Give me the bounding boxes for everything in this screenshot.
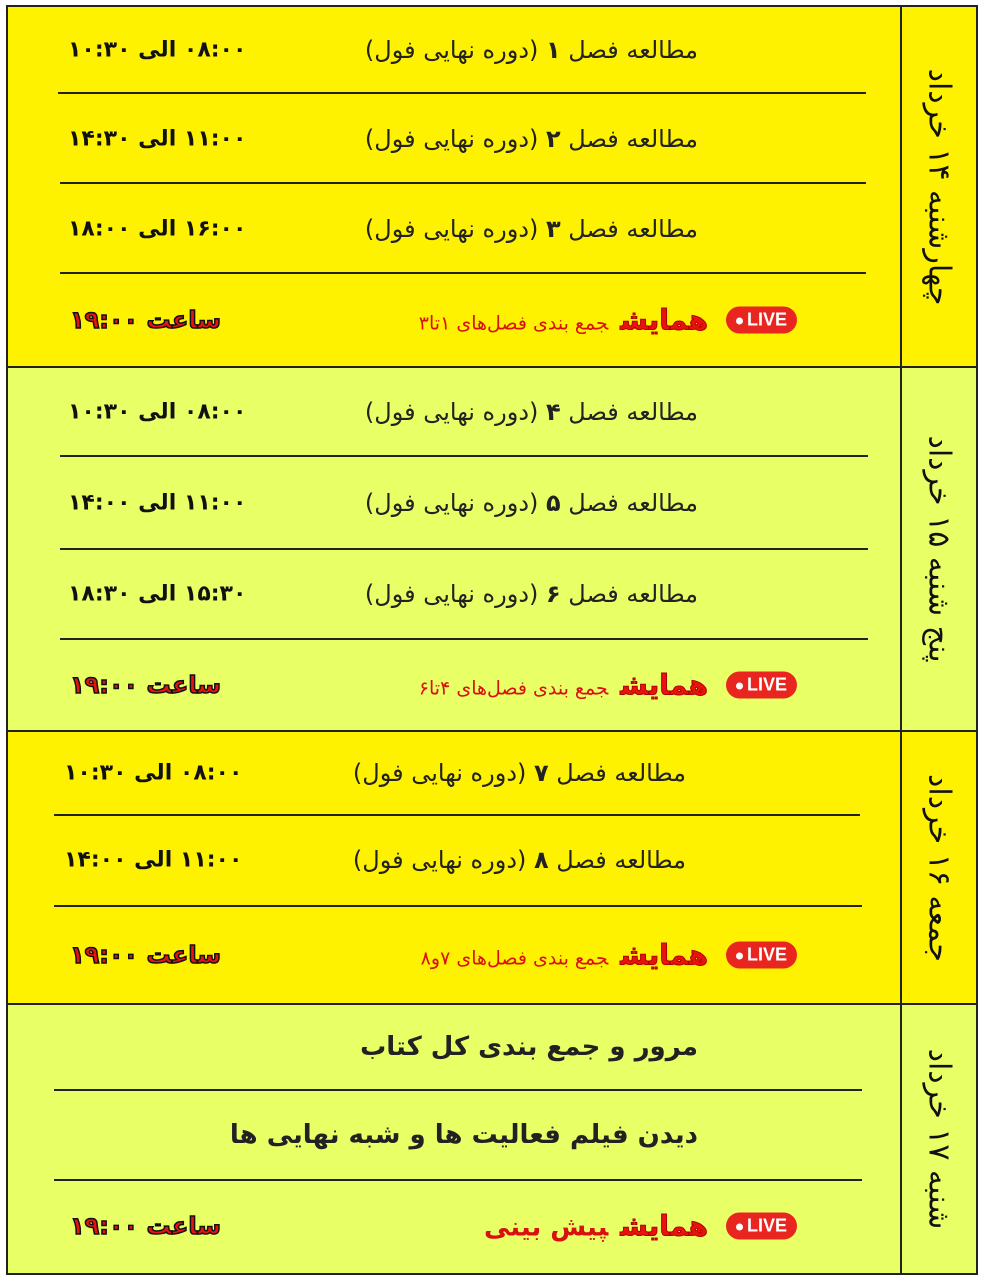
event-time: ساعت ۱۹:۰۰ [70,671,221,699]
row-time: ۰۸:۰۰ الی ۱۰:۳۰ [64,760,243,786]
day-block-saturday [8,1005,976,1273]
day-label-cell [900,7,976,366]
row-time: ۱۱:۰۰ الی ۱۴:۰۰ [64,847,243,873]
event-time: ساعت ۱۹:۰۰ [70,306,221,334]
row-title: مطالعه فصل ۱ (دوره نهایی فول) [364,36,698,64]
row-title: مطالعه فصل ۸ (دوره نهایی فول) [352,846,686,874]
day-label-cell [900,732,976,1003]
live-dot-icon [736,317,743,324]
schedule-row [8,550,898,638]
row-title: مطالعه فصل ۲ (دوره نهایی فول) [364,124,698,153]
row-time: ۰۸:۰۰ الی ۱۰:۳۰ [68,399,247,425]
live-dot-icon [736,682,743,689]
row-time: ۰۸:۰۰ الی ۱۰:۳۰ [68,37,247,63]
schedule-row [8,457,898,548]
schedule-row [8,1005,898,1089]
schedule-row [8,94,898,183]
day-label: جمعه ۱۶ خرداد [921,773,957,962]
day-label: پنج شنبه ۱۵ خرداد [921,435,957,663]
day-block-friday [8,732,976,1005]
row-title: مطالعه فصل ۳ (دوره نهایی فول) [364,214,698,243]
schedule-row [8,1091,898,1179]
day-block-thursday [8,368,976,732]
row-title: مطالعه فصل ۴ (دوره نهایی فول) [364,398,698,426]
row-title: دیدن فیلم فعالیت ها و شبه نهایی ها [229,1120,698,1150]
row-title: مرور و جمع بندی کل کتاب [360,1032,698,1062]
live-badge: LIVE [726,1213,797,1240]
event-time: ساعت ۱۹:۰۰ [70,1212,221,1240]
row-title: مطالعه فصل ۶ (دوره نهایی فول) [364,580,698,608]
event-row [8,1181,898,1271]
event-row [8,274,898,366]
event-row [8,640,898,730]
day-block-wednesday [8,7,976,368]
day-label-cell [900,368,976,730]
live-badge: LIVE [726,942,797,969]
row-time: ۱۶:۰۰ الی ۱۸:۰۰ [68,216,247,241]
schedule-row [8,7,898,93]
live-badge: LIVE [726,307,797,334]
event-time: ساعت ۱۹:۰۰ [70,941,221,969]
row-time: ۱۵:۳۰ الی ۱۸:۳۰ [68,581,247,607]
event-title: همایشجمع بندی فصل‌های ۱تا۳ [418,303,708,337]
row-title: مطالعه فصل ۵ (دوره نهایی فول) [364,488,698,517]
event-title: همایشپیش بینی [483,1209,708,1243]
schedule-row [8,816,898,904]
schedule-row [8,184,898,273]
live-dot-icon [736,1223,743,1230]
row-time: ۱۱:۰۰ الی ۱۴:۰۰ [68,490,247,515]
schedule-row [8,368,898,456]
live-badge: LIVE [726,672,797,699]
live-dot-icon [736,952,743,959]
day-label: چهارشنبه ۱۴ خرداد [921,68,957,305]
event-title: همایشجمع بندی فصل‌های ۷و۸ [420,938,708,972]
day-label: شنبه ۱۷ خرداد [921,1048,957,1230]
schedule-row [8,732,898,814]
event-title: همایشجمع بندی فصل‌های ۴تا۶ [418,668,708,702]
row-time: ۱۱:۰۰ الی ۱۴:۳۰ [68,126,247,151]
day-label-cell [900,1005,976,1273]
row-title: مطالعه فصل ۷ (دوره نهایی فول) [352,759,686,787]
schedule-table [6,5,978,1275]
event-row [8,907,898,1003]
